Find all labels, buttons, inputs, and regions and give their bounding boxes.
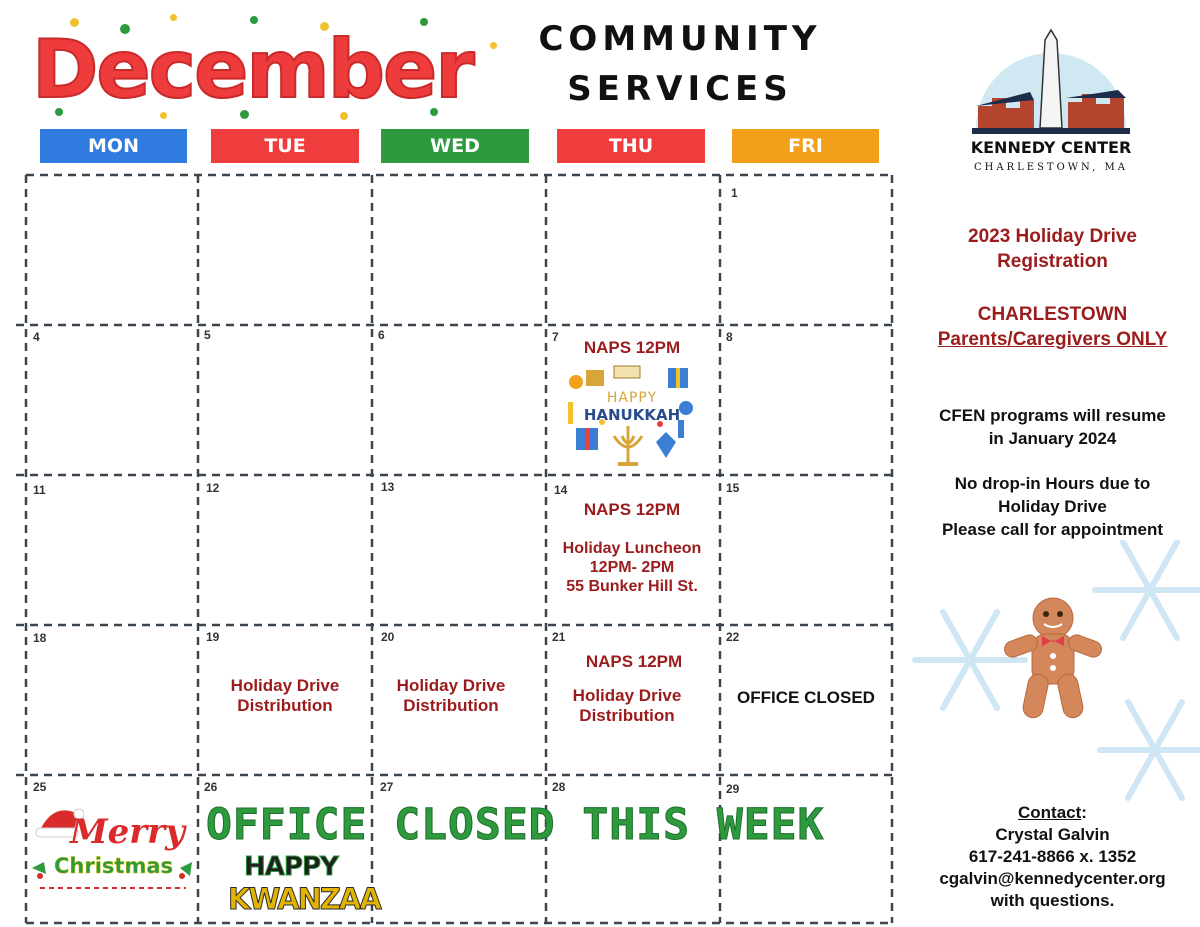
day-number: 12 xyxy=(206,481,220,495)
subtitle-line-2: SERVICES xyxy=(567,69,793,109)
contact-note: with questions. xyxy=(990,891,1115,910)
hanukkah-word: HANUKKAH xyxy=(583,406,681,424)
day-header-thu: THU xyxy=(557,129,705,163)
eligibility-line-2: Parents/Caregivers ONLY xyxy=(937,329,1168,350)
kwanzaa-happy: HAPPY xyxy=(244,852,338,882)
event-office-closed-dec22: OFFICE CLOSED xyxy=(737,688,875,707)
day-number: 4 xyxy=(33,330,40,344)
event-naps-dec21: NAPS 12PM xyxy=(585,652,683,671)
contact-colon: : xyxy=(1081,803,1087,822)
logo-name: KENNEDY CENTER xyxy=(970,138,1132,157)
contact-phone: 617-241-8866 x. 1352 xyxy=(968,847,1137,866)
contact-heading xyxy=(905,802,1200,824)
calendar-title xyxy=(20,12,520,122)
logo-location: CHARLESTOWN, MA xyxy=(974,162,1128,173)
holly-icon xyxy=(30,854,196,894)
registration-heading xyxy=(905,224,1200,274)
confetti-dot xyxy=(490,42,497,49)
day-number: 20 xyxy=(381,630,395,644)
office-closed-week-banner: OFFICE CLOSED THIS WEEK xyxy=(206,800,825,850)
event-luncheon-dec14 xyxy=(546,539,718,596)
day-header-tue: TUE xyxy=(211,129,359,163)
day-number: 25 xyxy=(33,780,47,794)
day-number: 21 xyxy=(552,630,566,644)
dropin-line-2: Holiday Drive xyxy=(998,497,1107,516)
day-header-mon: MON xyxy=(40,129,187,163)
kwanzaa-word: KWANZAA xyxy=(228,882,380,916)
registration-line-1: 2023 Holiday Drive xyxy=(968,226,1137,247)
day-number: 11 xyxy=(33,483,46,497)
contact-block xyxy=(905,802,1200,912)
cfen-line-2: in January 2024 xyxy=(988,429,1117,448)
logo-skyline-icon xyxy=(968,28,1134,138)
day-number: 28 xyxy=(552,780,566,794)
contact-label: Contact xyxy=(1018,803,1082,822)
day-number: 27 xyxy=(380,780,394,794)
day-number: 18 xyxy=(33,631,47,645)
dropin-line-1: No drop-in Hours due to xyxy=(954,474,1151,493)
day-number: 7 xyxy=(552,330,559,344)
contact-name: Crystal Galvin xyxy=(995,825,1110,844)
day-number: 1 xyxy=(731,186,738,200)
day-number: 19 xyxy=(206,630,220,644)
dropin-line-3: Please call for appointment xyxy=(941,520,1164,539)
christmas-word: Christmas xyxy=(54,854,174,878)
day-number: 6 xyxy=(378,328,385,342)
day-number: 13 xyxy=(381,480,395,494)
day-header-wed: WED xyxy=(381,129,529,163)
distribution-line-2: Distribution xyxy=(403,696,499,715)
distribution-line-2: Distribution xyxy=(579,706,675,725)
event-distribution-dec20 xyxy=(364,676,538,716)
contact-email: cgalvin@kennedycenter.org xyxy=(939,869,1166,888)
day-header-fri: FRI xyxy=(732,129,879,163)
eligibility-note xyxy=(905,302,1200,352)
eligibility-line-1: CHARLESTOWN xyxy=(977,304,1128,325)
event-naps-dec7: NAPS 12PM xyxy=(583,338,681,357)
dropin-note xyxy=(905,472,1200,541)
kwanzaa-graphic xyxy=(228,852,380,920)
distribution-line-1: Holiday Drive xyxy=(230,676,340,695)
merry-christmas-graphic xyxy=(30,800,196,918)
page-subtitle xyxy=(520,19,840,122)
hanukkah-graphic xyxy=(562,362,702,470)
luncheon-title: Holiday Luncheon xyxy=(562,540,702,557)
cfen-line-1: CFEN programs will resume xyxy=(939,406,1166,425)
distribution-line-1: Holiday Drive xyxy=(572,686,682,705)
registration-line-2: Registration xyxy=(997,251,1108,272)
day-number: 8 xyxy=(726,330,733,344)
cfen-note xyxy=(905,404,1200,450)
luncheon-time: 12PM- 2PM xyxy=(589,559,675,576)
distribution-line-2: Distribution xyxy=(237,696,333,715)
day-number: 22 xyxy=(726,630,740,644)
month-title: December xyxy=(32,23,473,116)
gingerbread-icon xyxy=(998,594,1108,724)
distribution-line-1: Holiday Drive xyxy=(396,676,506,695)
day-number: 14 xyxy=(554,483,568,497)
event-distribution-dec21 xyxy=(540,686,714,726)
merry-word: Merry xyxy=(70,812,185,852)
luncheon-address: 55 Bunker Hill St. xyxy=(566,578,698,595)
hanukkah-happy: HAPPY xyxy=(606,390,658,406)
subtitle-line-1: COMMUNITY xyxy=(538,19,822,59)
event-naps-dec14: NAPS 12PM xyxy=(583,500,681,519)
day-number: 5 xyxy=(204,328,211,342)
day-number: 15 xyxy=(726,481,740,495)
day-number: 26 xyxy=(204,780,218,794)
day-number: 29 xyxy=(726,782,740,796)
event-distribution-dec19 xyxy=(198,676,372,716)
kennedy-center-logo xyxy=(968,28,1134,176)
